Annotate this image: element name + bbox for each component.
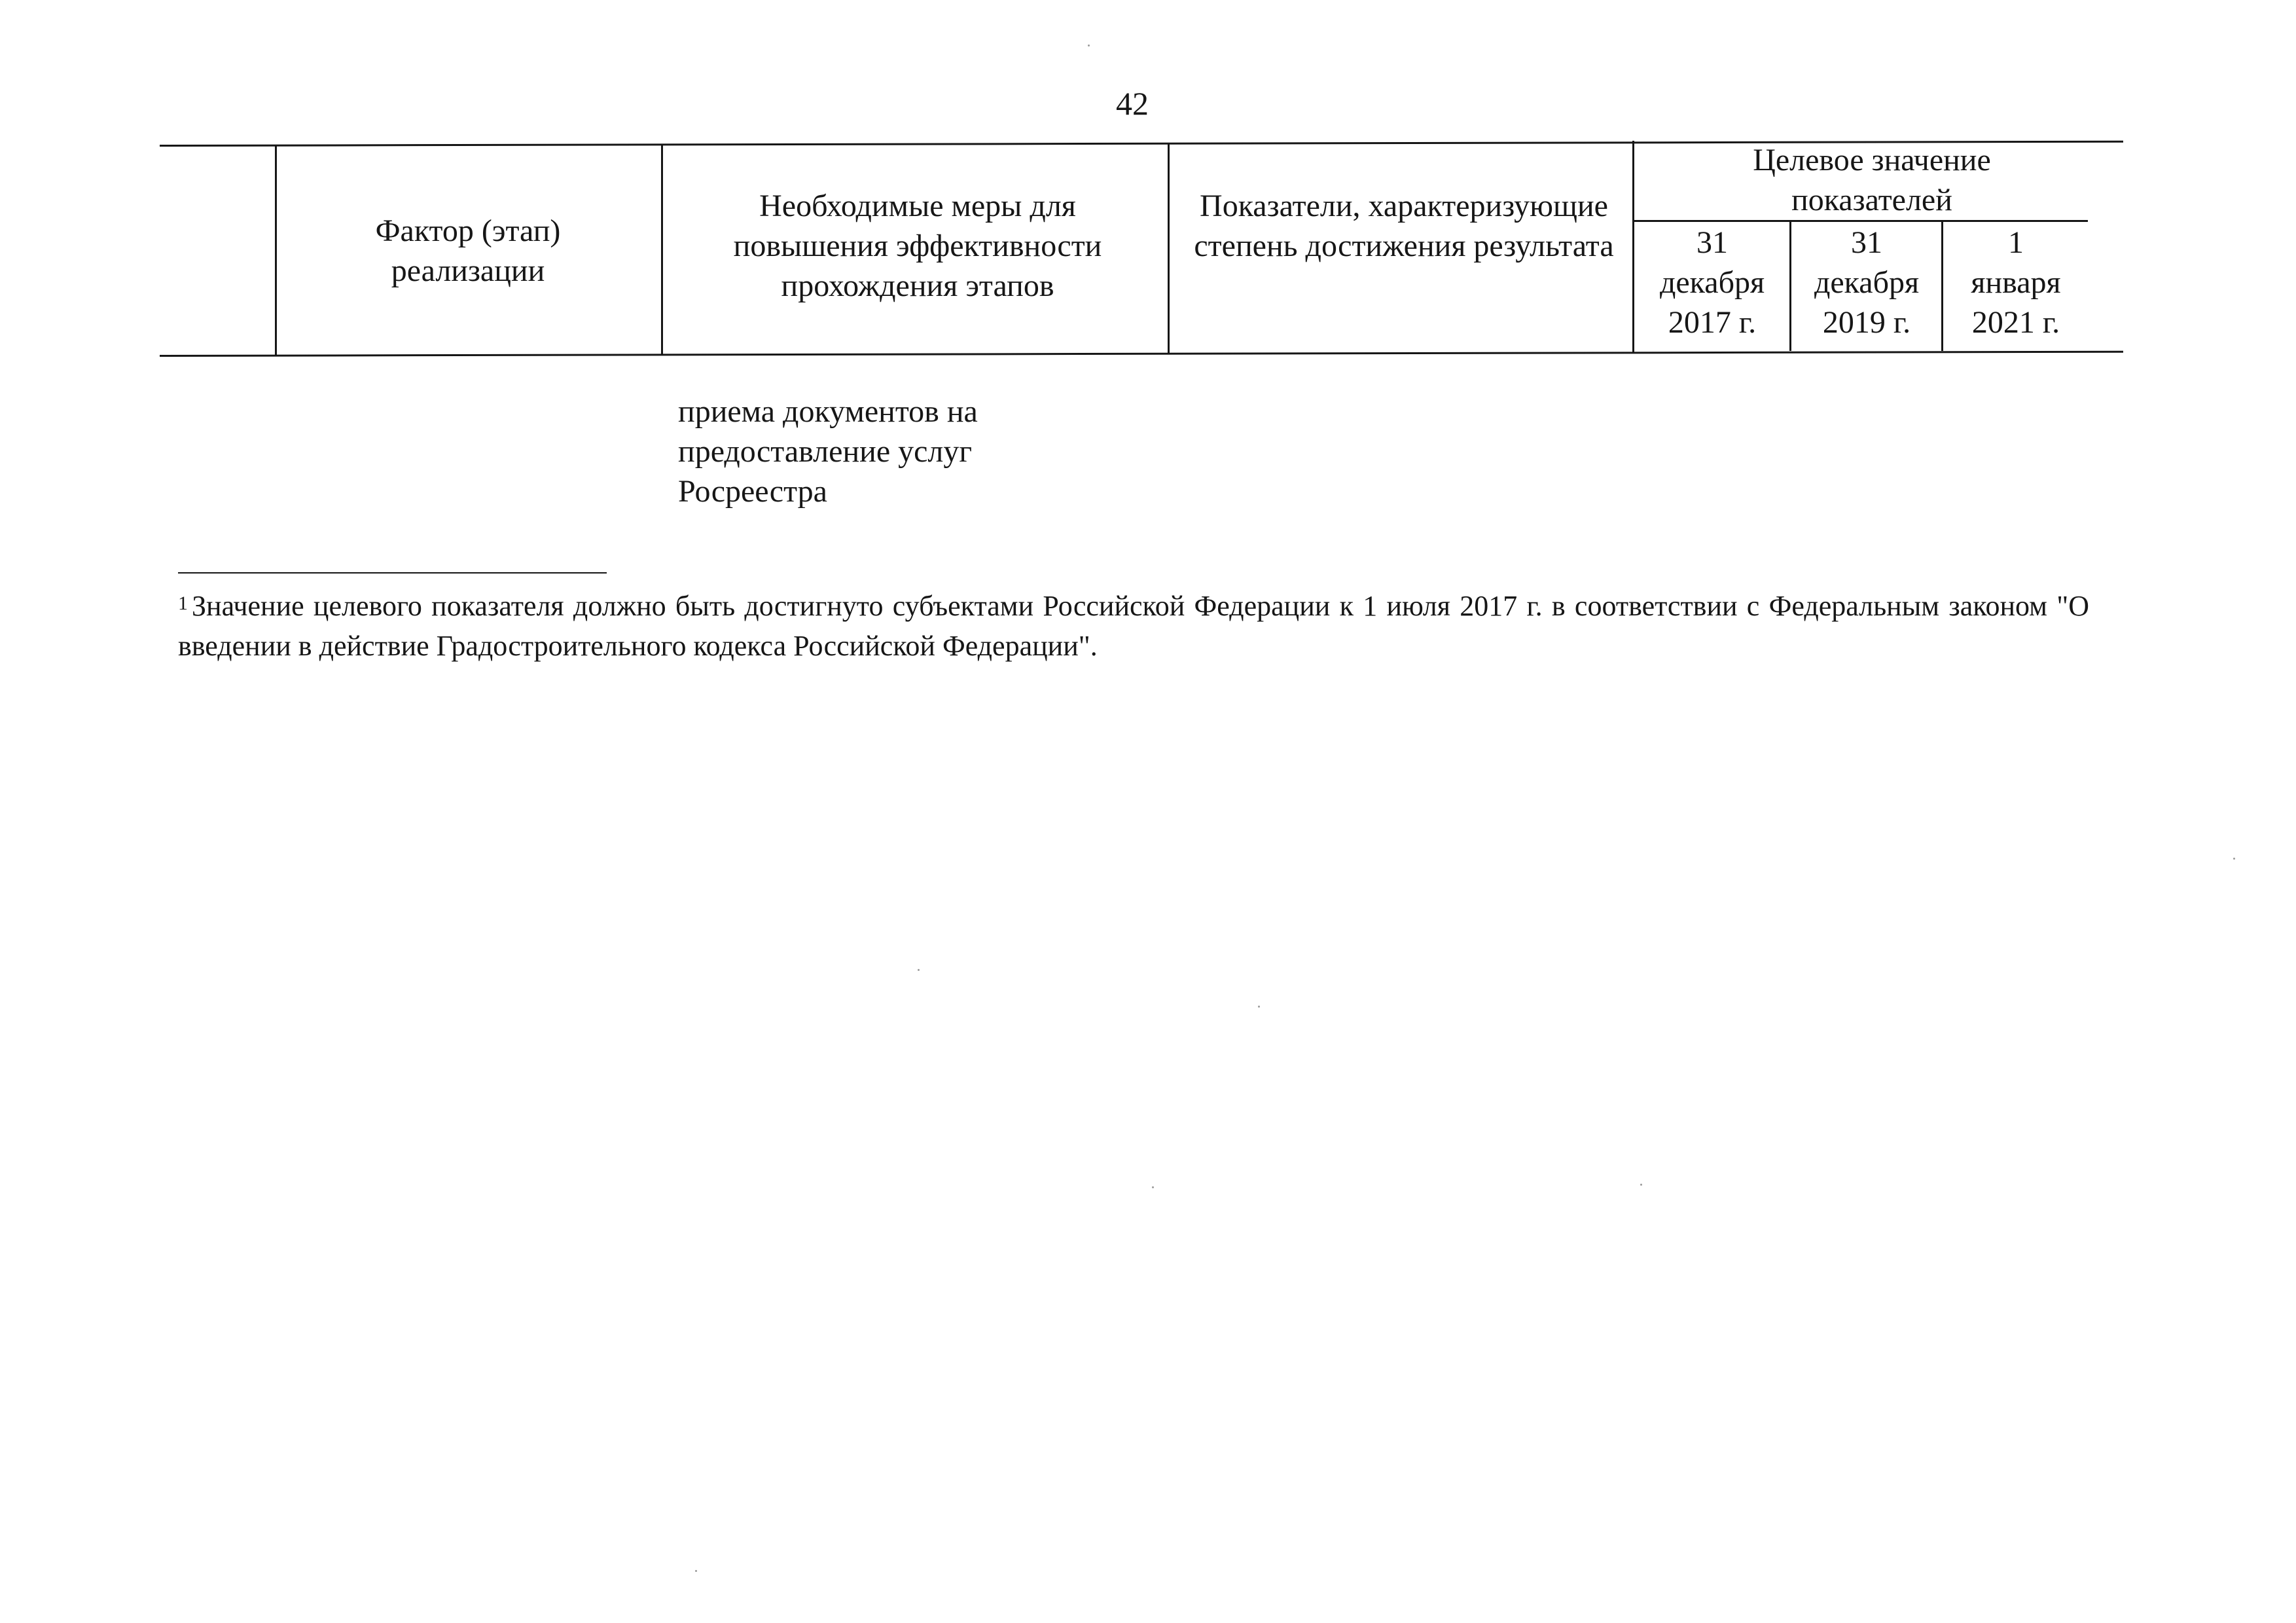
page-number: 42 <box>1116 85 1149 122</box>
continuation-line: предоставление услуг <box>678 434 973 469</box>
scan-speck <box>1152 1186 1154 1188</box>
scan-speck <box>1258 1006 1260 1008</box>
col-divider-5 <box>1789 220 1791 351</box>
footnote-marker: 1 <box>178 593 188 614</box>
col-divider-2 <box>661 144 663 355</box>
footnote-text: Значение целевого показателя должно быть достигнуто субъектами Российской Федерации к 1 июля 2017 г. в соответствии с Федеральным законом "О введении в действие Градостроительного кодекса Российской Федерации". <box>178 590 2089 662</box>
target-day: 31 <box>1851 225 1882 260</box>
scan-speck <box>695 1570 697 1572</box>
continuation-line: приема документов на <box>678 394 978 429</box>
col-divider-1 <box>275 145 277 356</box>
measures-continuation <box>678 392 1084 511</box>
target-day: 31 <box>1696 225 1728 260</box>
target-subheader-rule <box>1632 220 2088 222</box>
footnote <box>178 586 2089 666</box>
target-day: 1 <box>2008 225 2024 260</box>
scan-speck <box>1088 45 1090 46</box>
header-indicators: Показатели, характеризующие степень достижения результата <box>1194 189 1614 263</box>
continuation-line: Росреестра <box>678 474 827 509</box>
header-factor: Фактор (этап) реализации <box>375 213 561 288</box>
target-month: декабря <box>1814 265 1920 300</box>
col-divider-4 <box>1632 141 1634 352</box>
footnote-separator <box>178 572 607 574</box>
col-divider-3 <box>1168 143 1170 354</box>
target-year: 2019 г. <box>1822 305 1911 340</box>
scan-speck <box>918 969 920 971</box>
col-divider-6 <box>1941 220 1943 351</box>
header-measures: Необходимые меры для повышения эффективности прохождения этапов <box>733 189 1102 303</box>
scan-speck <box>2233 858 2235 860</box>
scan-speck <box>1640 1184 1642 1186</box>
table-bottom-rule <box>160 351 2123 357</box>
target-year: 2017 г. <box>1668 305 1757 340</box>
target-year: 2021 г. <box>1971 305 2060 340</box>
header-target-group: Целевое значение показателей <box>1753 143 1991 217</box>
target-month: декабря <box>1659 265 1765 300</box>
target-month: января <box>1971 265 2061 300</box>
